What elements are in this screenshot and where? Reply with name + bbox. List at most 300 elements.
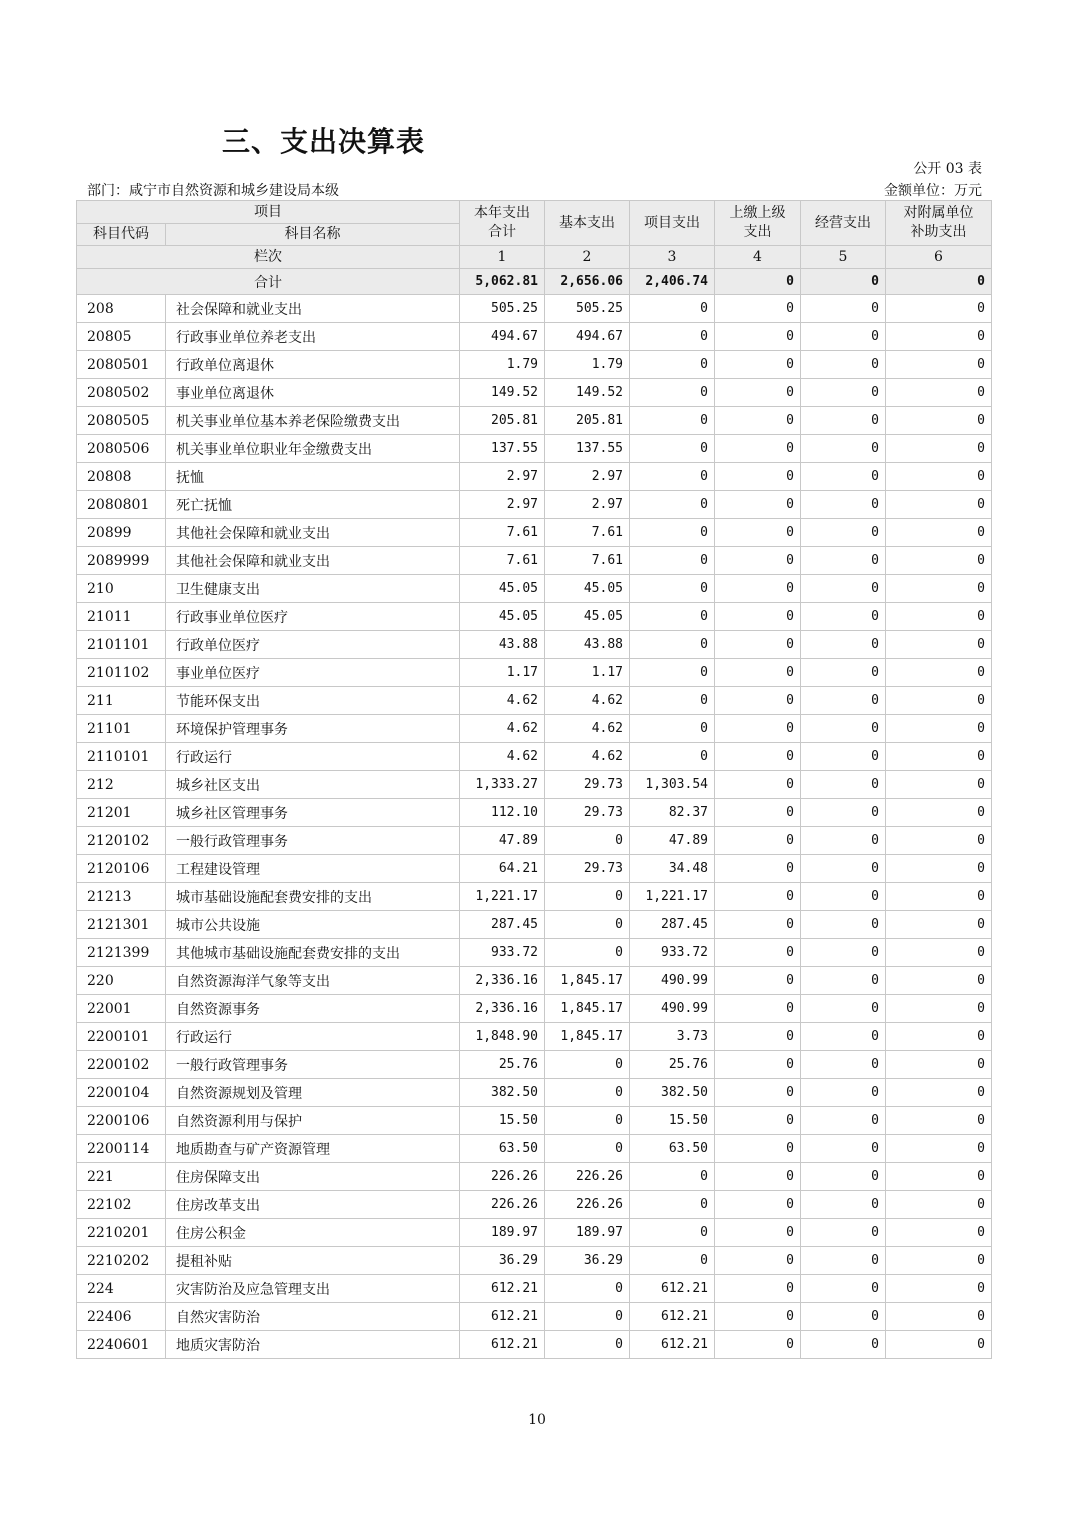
amount-cell: 0	[801, 323, 886, 351]
subject-name: 住房公积金	[166, 1219, 460, 1247]
amount-cell: 0	[801, 491, 886, 519]
subject-name: 自然资源规划及管理	[166, 1079, 460, 1107]
amount-cell: 0	[545, 911, 630, 939]
amount-cell: 7.61	[460, 547, 545, 575]
amount-cell: 0	[715, 1191, 801, 1219]
amount-cell: 0	[715, 631, 801, 659]
amount-cell: 612.21	[630, 1303, 715, 1331]
table-row	[77, 939, 992, 967]
header-total-line1: 本年支出	[474, 205, 530, 221]
amount-cell: 0	[545, 1079, 630, 1107]
amount-cell: 933.72	[630, 939, 715, 967]
amount-cell: 0	[715, 1135, 801, 1163]
subject-code: 212	[77, 771, 166, 799]
subject-code: 2200106	[77, 1107, 166, 1135]
amount-cell: 0	[886, 883, 992, 911]
amount-cell: 0	[801, 351, 886, 379]
amount-cell: 0	[886, 799, 992, 827]
amount-cell: 287.45	[460, 911, 545, 939]
amount-cell: 0	[715, 407, 801, 435]
subject-name: 行政单位医疗	[166, 631, 460, 659]
amount-cell: 0	[801, 407, 886, 435]
amount-cell: 15.50	[460, 1107, 545, 1135]
amount-cell: 43.88	[545, 631, 630, 659]
amount-cell: 15.50	[630, 1107, 715, 1135]
amount-cell: 0	[715, 1303, 801, 1331]
amount-cell: 0	[801, 519, 886, 547]
subject-name: 行政事业单位医疗	[166, 603, 460, 631]
amount-unit-label: 金额单位：万元	[884, 183, 982, 199]
total-cell: 0	[715, 269, 801, 295]
amount-cell: 0	[801, 771, 886, 799]
amount-cell: 64.21	[460, 855, 545, 883]
amount-cell: 0	[801, 295, 886, 323]
form-number: 公开 03 表	[913, 161, 982, 177]
amount-cell: 0	[630, 715, 715, 743]
amount-cell: 3.73	[630, 1023, 715, 1051]
amount-cell: 7.61	[460, 519, 545, 547]
amount-cell: 0	[801, 1135, 886, 1163]
table-row	[77, 1079, 992, 1107]
amount-cell: 205.81	[545, 407, 630, 435]
amount-cell: 43.88	[460, 631, 545, 659]
subject-code: 20899	[77, 519, 166, 547]
amount-cell: 490.99	[630, 967, 715, 995]
total-label: 合计	[77, 269, 460, 295]
table-row	[77, 407, 992, 435]
amount-cell: 2,336.16	[460, 995, 545, 1023]
amount-cell: 0	[715, 547, 801, 575]
amount-cell: 0	[545, 1135, 630, 1163]
amount-cell: 0	[630, 1219, 715, 1247]
amount-cell: 0	[715, 435, 801, 463]
amount-cell: 149.52	[460, 379, 545, 407]
table-row	[77, 1219, 992, 1247]
amount-cell: 4.62	[545, 743, 630, 771]
header-total	[460, 201, 545, 246]
table-row	[77, 1023, 992, 1051]
amount-cell: 0	[801, 1275, 886, 1303]
column-number: 2	[545, 246, 630, 269]
amount-cell: 490.99	[630, 995, 715, 1023]
table-row	[77, 1135, 992, 1163]
table-body	[77, 295, 992, 1359]
subject-name: 其他社会保障和就业支出	[166, 519, 460, 547]
subject-name: 提租补贴	[166, 1247, 460, 1275]
amount-cell: 1.79	[545, 351, 630, 379]
total-cell: 2,406.74	[630, 269, 715, 295]
subject-name: 事业单位离退休	[166, 379, 460, 407]
amount-cell: 1,303.54	[630, 771, 715, 799]
table-row	[77, 631, 992, 659]
amount-cell: 0	[545, 1051, 630, 1079]
subject-name: 自然资源利用与保护	[166, 1107, 460, 1135]
table-row	[77, 995, 992, 1023]
amount-cell: 0	[801, 715, 886, 743]
subject-name: 自然资源事务	[166, 995, 460, 1023]
subject-code: 22001	[77, 995, 166, 1023]
subject-code: 21201	[77, 799, 166, 827]
amount-cell: 0	[715, 827, 801, 855]
header-name: 科目名称	[166, 224, 460, 246]
amount-cell: 4.62	[460, 715, 545, 743]
amount-cell: 0	[886, 323, 992, 351]
amount-cell: 0	[715, 715, 801, 743]
amount-cell: 0	[801, 1247, 886, 1275]
amount-cell: 0	[715, 351, 801, 379]
subject-name: 住房保障支出	[166, 1163, 460, 1191]
amount-cell: 0	[630, 659, 715, 687]
amount-cell: 4.62	[460, 743, 545, 771]
amount-cell: 1,848.90	[460, 1023, 545, 1051]
table-row	[77, 379, 992, 407]
amount-cell: 0	[715, 659, 801, 687]
subject-name: 社会保障和就业支出	[166, 295, 460, 323]
subject-name: 自然灾害防治	[166, 1303, 460, 1331]
table-row	[77, 687, 992, 715]
amount-cell: 0	[630, 687, 715, 715]
table-row	[77, 771, 992, 799]
amount-cell: 0	[545, 1275, 630, 1303]
amount-cell: 0	[715, 911, 801, 939]
amount-cell: 226.26	[545, 1191, 630, 1219]
amount-cell: 0	[630, 519, 715, 547]
table-row	[77, 883, 992, 911]
column-number-label: 栏次	[77, 246, 460, 269]
amount-cell: 0	[545, 827, 630, 855]
table-row	[77, 519, 992, 547]
amount-cell: 1,221.17	[460, 883, 545, 911]
table-row	[77, 967, 992, 995]
header-total-line2: 合计	[488, 224, 516, 240]
table-row	[77, 575, 992, 603]
amount-cell: 0	[886, 995, 992, 1023]
header-code: 科目代码	[77, 224, 166, 246]
amount-cell: 0	[886, 295, 992, 323]
subject-code: 2200104	[77, 1079, 166, 1107]
amount-cell: 0	[630, 407, 715, 435]
amount-cell: 45.05	[460, 575, 545, 603]
amount-cell: 0	[630, 491, 715, 519]
page-title: 三、支出决算表	[222, 125, 426, 158]
amount-cell: 45.05	[545, 603, 630, 631]
subject-code: 2089999	[77, 547, 166, 575]
amount-cell: 137.55	[460, 435, 545, 463]
header-basic: 基本支出	[545, 201, 630, 246]
table-row	[77, 491, 992, 519]
subject-code: 2110101	[77, 743, 166, 771]
subject-name: 其他社会保障和就业支出	[166, 547, 460, 575]
amount-cell: 0	[886, 1023, 992, 1051]
amount-cell: 0	[801, 939, 886, 967]
amount-cell: 0	[715, 295, 801, 323]
subject-name: 一般行政管理事务	[166, 1051, 460, 1079]
subject-code: 2121301	[77, 911, 166, 939]
subject-code: 2210202	[77, 1247, 166, 1275]
table-row	[77, 295, 992, 323]
amount-cell: 0	[715, 379, 801, 407]
amount-cell: 0	[715, 1023, 801, 1051]
amount-cell: 0	[886, 967, 992, 995]
amount-cell: 0	[886, 1135, 992, 1163]
subject-code: 22406	[77, 1303, 166, 1331]
amount-cell: 505.25	[545, 295, 630, 323]
amount-cell: 0	[630, 631, 715, 659]
amount-cell: 612.21	[630, 1275, 715, 1303]
amount-cell: 36.29	[460, 1247, 545, 1275]
table-row	[77, 603, 992, 631]
amount-cell: 0	[886, 743, 992, 771]
subject-code: 2101102	[77, 659, 166, 687]
amount-cell: 0	[715, 603, 801, 631]
amount-cell: 0	[801, 743, 886, 771]
subject-name: 自然资源海洋气象等支出	[166, 967, 460, 995]
amount-cell: 0	[886, 771, 992, 799]
amount-cell: 0	[801, 435, 886, 463]
amount-cell: 45.05	[545, 575, 630, 603]
subject-name: 行政运行	[166, 743, 460, 771]
amount-cell: 0	[545, 1331, 630, 1359]
subject-code: 2080501	[77, 351, 166, 379]
total-cell: 0	[801, 269, 886, 295]
amount-cell: 0	[715, 1051, 801, 1079]
subject-code: 21213	[77, 883, 166, 911]
subject-name: 其他城市基础设施配套费安排的支出	[166, 939, 460, 967]
header-upper-line1: 上缴上级	[729, 205, 786, 221]
column-number: 4	[715, 246, 801, 269]
amount-cell: 0	[801, 855, 886, 883]
amount-cell: 0	[801, 1107, 886, 1135]
amount-cell: 0	[886, 631, 992, 659]
total-cell: 5,062.81	[460, 269, 545, 295]
header-subsidiary	[886, 201, 992, 246]
amount-cell: 0	[886, 603, 992, 631]
header-subsidiary-line2: 补助支出	[910, 224, 967, 240]
amount-cell: 29.73	[545, 771, 630, 799]
amount-cell: 0	[630, 323, 715, 351]
table-row	[77, 1107, 992, 1135]
subject-code: 21011	[77, 603, 166, 631]
amount-cell: 612.21	[460, 1275, 545, 1303]
amount-cell: 0	[886, 407, 992, 435]
amount-cell: 0	[545, 1303, 630, 1331]
table-row	[77, 1051, 992, 1079]
table-row	[77, 351, 992, 379]
amount-cell: 0	[801, 603, 886, 631]
amount-cell: 189.97	[460, 1219, 545, 1247]
subject-code: 21101	[77, 715, 166, 743]
subject-code: 2080506	[77, 435, 166, 463]
amount-cell: 0	[801, 967, 886, 995]
table-row	[77, 743, 992, 771]
table-row	[77, 1331, 992, 1359]
amount-cell: 0	[886, 1247, 992, 1275]
amount-cell: 29.73	[545, 855, 630, 883]
amount-cell: 0	[630, 435, 715, 463]
amount-cell: 149.52	[545, 379, 630, 407]
subject-name: 事业单位医疗	[166, 659, 460, 687]
table-row	[77, 1163, 992, 1191]
amount-cell: 0	[801, 1051, 886, 1079]
subject-code: 210	[77, 575, 166, 603]
amount-cell: 63.50	[460, 1135, 545, 1163]
amount-cell: 1.17	[545, 659, 630, 687]
amount-cell: 226.26	[460, 1163, 545, 1191]
amount-cell: 82.37	[630, 799, 715, 827]
subject-code: 20805	[77, 323, 166, 351]
subject-name: 地质勘查与矿产资源管理	[166, 1135, 460, 1163]
amount-cell: 7.61	[545, 547, 630, 575]
amount-cell: 0	[715, 491, 801, 519]
amount-cell: 0	[715, 463, 801, 491]
amount-cell: 0	[801, 1303, 886, 1331]
amount-cell: 0	[630, 1247, 715, 1275]
amount-cell: 0	[715, 1079, 801, 1107]
subject-name: 城市基础设施配套费安排的支出	[166, 883, 460, 911]
amount-cell: 0	[886, 1303, 992, 1331]
amount-cell: 0	[801, 883, 886, 911]
amount-cell: 45.05	[460, 603, 545, 631]
table-row	[77, 1303, 992, 1331]
amount-cell: 0	[886, 463, 992, 491]
subject-code: 2200102	[77, 1051, 166, 1079]
amount-cell: 0	[886, 911, 992, 939]
amount-cell: 0	[715, 1275, 801, 1303]
amount-cell: 0	[801, 631, 886, 659]
amount-cell: 0	[886, 547, 992, 575]
amount-cell: 0	[801, 547, 886, 575]
amount-cell: 494.67	[460, 323, 545, 351]
amount-cell: 0	[886, 1163, 992, 1191]
subject-code: 2210201	[77, 1219, 166, 1247]
amount-cell: 0	[886, 435, 992, 463]
total-cell: 2,656.06	[545, 269, 630, 295]
amount-cell: 2.97	[545, 491, 630, 519]
amount-cell: 0	[545, 1107, 630, 1135]
subject-code: 2080505	[77, 407, 166, 435]
subject-code: 2080801	[77, 491, 166, 519]
table-row	[77, 1191, 992, 1219]
subject-name: 一般行政管理事务	[166, 827, 460, 855]
table-row	[77, 855, 992, 883]
amount-cell: 0	[801, 1191, 886, 1219]
amount-cell: 382.50	[460, 1079, 545, 1107]
amount-cell: 0	[801, 1163, 886, 1191]
amount-cell: 0	[886, 1191, 992, 1219]
header-row-1	[77, 201, 992, 224]
amount-cell: 0	[630, 1191, 715, 1219]
amount-cell: 226.26	[460, 1191, 545, 1219]
subject-name: 住房改革支出	[166, 1191, 460, 1219]
amount-cell: 0	[715, 995, 801, 1023]
subject-code: 2200114	[77, 1135, 166, 1163]
column-number: 1	[460, 246, 545, 269]
amount-cell: 0	[715, 1247, 801, 1275]
amount-cell: 0	[886, 379, 992, 407]
amount-cell: 0	[630, 463, 715, 491]
amount-cell: 4.62	[460, 687, 545, 715]
amount-cell: 0	[886, 659, 992, 687]
subject-name: 行政单位离退休	[166, 351, 460, 379]
subject-code: 2101101	[77, 631, 166, 659]
subject-code: 2121399	[77, 939, 166, 967]
amount-cell: 0	[715, 743, 801, 771]
subject-name: 死亡抚恤	[166, 491, 460, 519]
subject-code: 220	[77, 967, 166, 995]
amount-cell: 0	[886, 1107, 992, 1135]
amount-cell: 25.76	[630, 1051, 715, 1079]
column-number: 5	[801, 246, 886, 269]
amount-cell: 0	[801, 687, 886, 715]
table-row	[77, 323, 992, 351]
amount-cell: 0	[801, 1023, 886, 1051]
amount-cell: 0	[886, 855, 992, 883]
amount-cell: 0	[545, 883, 630, 911]
amount-cell: 0	[801, 1079, 886, 1107]
total-cell: 0	[886, 269, 992, 295]
amount-cell: 0	[801, 575, 886, 603]
subject-name: 行政事业单位养老支出	[166, 323, 460, 351]
amount-cell: 1,333.27	[460, 771, 545, 799]
amount-cell: 0	[801, 911, 886, 939]
amount-cell: 0	[801, 463, 886, 491]
column-number-row	[77, 246, 992, 269]
subject-code: 2120102	[77, 827, 166, 855]
table-row	[77, 799, 992, 827]
subject-name: 抚恤	[166, 463, 460, 491]
amount-cell: 1,221.17	[630, 883, 715, 911]
subject-name: 节能环保支出	[166, 687, 460, 715]
amount-cell: 0	[886, 715, 992, 743]
amount-cell: 226.26	[545, 1163, 630, 1191]
amount-cell: 494.67	[545, 323, 630, 351]
amount-cell: 933.72	[460, 939, 545, 967]
subject-code: 2200101	[77, 1023, 166, 1051]
amount-cell: 0	[886, 1079, 992, 1107]
page-number: 10	[528, 1412, 546, 1428]
subject-name: 卫生健康支出	[166, 575, 460, 603]
amount-cell: 0	[886, 1331, 992, 1359]
amount-cell: 0	[801, 379, 886, 407]
amount-cell: 2.97	[460, 491, 545, 519]
amount-cell: 0	[715, 939, 801, 967]
amount-cell: 0	[630, 351, 715, 379]
amount-cell: 0	[715, 1219, 801, 1247]
header-upper-line2: 支出	[743, 224, 772, 240]
table-row	[77, 715, 992, 743]
amount-cell: 0	[886, 939, 992, 967]
amount-cell: 189.97	[545, 1219, 630, 1247]
amount-cell: 205.81	[460, 407, 545, 435]
amount-cell: 505.25	[460, 295, 545, 323]
amount-cell: 0	[715, 967, 801, 995]
subject-name: 工程建设管理	[166, 855, 460, 883]
subject-code: 2120106	[77, 855, 166, 883]
amount-cell: 0	[886, 351, 992, 379]
header-project: 项目支出	[630, 201, 715, 246]
amount-cell: 112.10	[460, 799, 545, 827]
amount-cell: 0	[886, 1219, 992, 1247]
amount-cell: 0	[886, 687, 992, 715]
amount-cell: 0	[630, 295, 715, 323]
header-upper	[715, 201, 801, 246]
amount-cell: 0	[715, 771, 801, 799]
amount-cell: 0	[715, 855, 801, 883]
amount-cell: 1.79	[460, 351, 545, 379]
amount-cell: 0	[801, 799, 886, 827]
amount-cell: 1,845.17	[545, 1023, 630, 1051]
subject-code: 22102	[77, 1191, 166, 1219]
